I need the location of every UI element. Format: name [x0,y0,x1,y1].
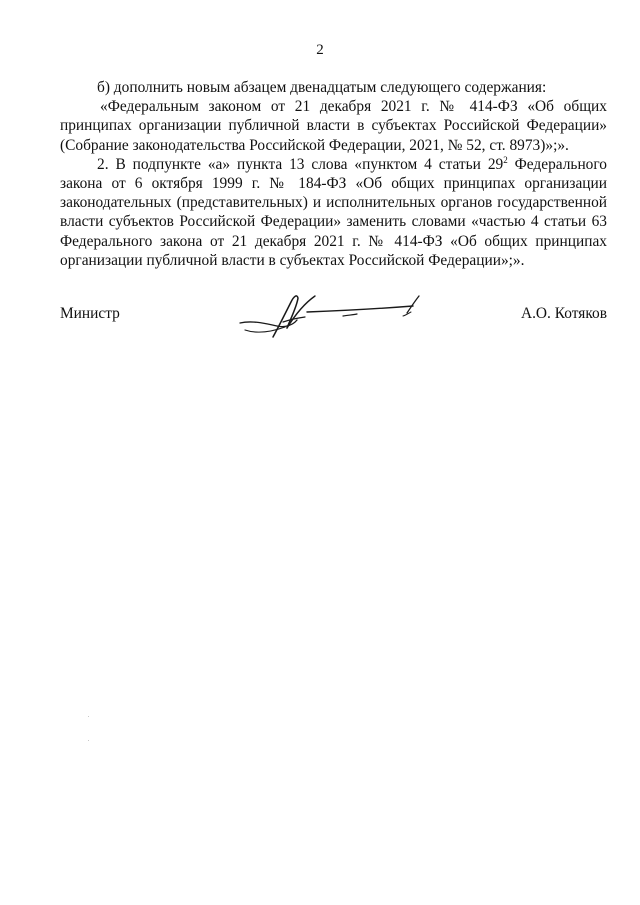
paragraph-item-2-text-end: Федерального закона от 6 октября 1999 г. № 184-ФЗ «Об общих принципах организации законодательных (представительных) и исполнительных органов государственной власти субъектов Российской Федерации» заменить словами «частью 4 статьи 63 Федерального закона от 21 декабря 2021 г. № 414-ФЗ «Об общих принципах организации публичной власти в субъектах Российской Федерации»;». [60,155,607,269]
signatory-role: Министр [60,305,120,322]
superscript-number: 2 [503,154,508,165]
signature-block [60,302,607,342]
paragraph-quoted-law-reference: «Федеральным законом от 21 декабря 2021 г. № 414-ФЗ «Об общих принципах организации публичной власти в субъектах Российской Федерации» (Собрание законодательства Российской Федерации, 2021, № 52, ст. 8973)»;». [60,98,607,154]
paragraph-item-2 [60,155,607,270]
paragraph-amendment-b: б) дополнить новым абзацем двенадцатым следующего содержания: [97,79,547,96]
paragraph-item-2-text-start: 2. В подпункте «а» пункта 13 слова «пунктом 4 статьи 29 [97,155,504,173]
handwritten-signature [235,290,425,340]
signatory-name: А.О. Котяков [520,305,607,322]
document-body [60,78,607,270]
page-number: 2 [316,42,324,58]
scan-speck [88,740,89,741]
scan-speck [88,716,89,717]
